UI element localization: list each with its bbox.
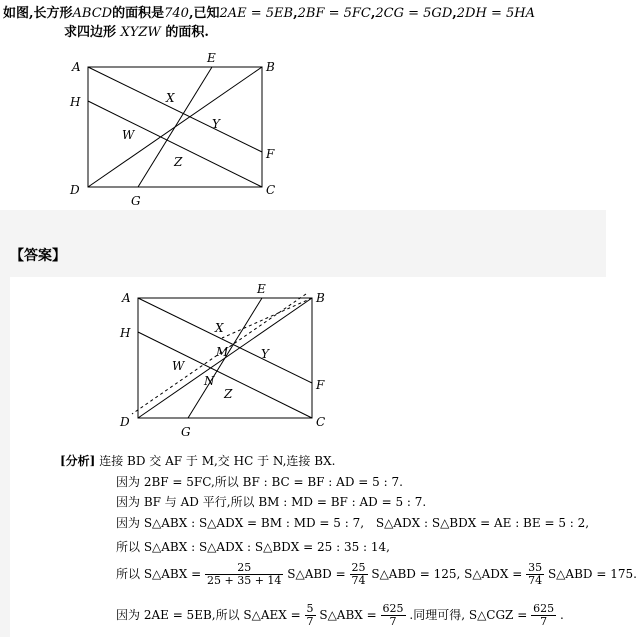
label-c-2: C <box>316 415 326 429</box>
frac5-den: 7 <box>389 615 397 628</box>
label-g-2: G <box>181 425 191 439</box>
analysis-line-4 <box>116 514 589 531</box>
analysis-line-7 <box>116 603 564 628</box>
segment-bx-dashed <box>222 298 312 338</box>
label-e-2: E <box>257 282 266 296</box>
analysis-line-6 <box>116 562 637 587</box>
frac1-den: 25 + 35 + 14 <box>207 574 282 587</box>
label-y: Y <box>212 117 220 131</box>
answer-label: 【答案】 <box>10 248 66 264</box>
frac6-num: 625 <box>533 602 555 615</box>
label-y-2: Y <box>261 347 269 361</box>
segment-af <box>88 67 262 152</box>
frac6-den: 7 <box>540 615 548 628</box>
problem-diagram <box>0 0 606 210</box>
rect-name: ABCD <box>72 6 113 21</box>
fraction-3 <box>526 562 544 587</box>
separator: , <box>370 6 376 21</box>
condition-4: 2DH = 5HA <box>456 6 535 21</box>
l7-pre: 因为 2AE = 5EB,所以 S△AEX = <box>116 608 301 622</box>
segment-hc <box>88 101 262 187</box>
fraction-5 <box>381 603 406 628</box>
condition-1: 2AE = 5EB <box>219 6 294 21</box>
analysis-4b: S△ADX : S△BDX = AE : BE = 5 : 2, <box>375 516 590 530</box>
l7-mid2: .同理可得, <box>409 608 466 622</box>
analysis-4a: 因为 S△ABX : S△ADX = BM : MD = 5 : 7, <box>116 516 365 530</box>
label-d-2: D <box>120 415 130 429</box>
analysis-tag: [分析] <box>60 454 96 468</box>
frac2-den: 74 <box>351 574 366 587</box>
fraction-1 <box>205 562 283 587</box>
label-b-2: B <box>316 291 325 305</box>
l7-end: . <box>559 608 564 622</box>
label-x: X <box>166 91 175 105</box>
solution-diagram <box>0 270 606 440</box>
label-m: M <box>216 345 229 359</box>
problem-ask-suffix: 的面积. <box>165 25 209 40</box>
separator: , <box>452 6 457 21</box>
analysis-line-5: 所以 S△ABX : S△ADX : S△BDX = 25 : 35 : 14, <box>116 540 390 554</box>
frac4-num: 5 <box>306 602 314 615</box>
label-w-2: W <box>172 359 185 373</box>
segment-bd-line <box>88 67 262 187</box>
label-f-2: F <box>316 378 325 392</box>
label-d: D <box>70 183 80 197</box>
frac1-num: 25 <box>205 562 283 575</box>
separator: , <box>293 6 298 21</box>
label-z-2: Z <box>224 387 233 401</box>
fraction-6 <box>531 603 556 628</box>
l6-mid3: S△ADX = <box>464 567 523 581</box>
label-b: B <box>266 60 275 74</box>
label-z: Z <box>174 155 183 169</box>
area-value: 740 <box>164 6 189 21</box>
label-e: E <box>207 51 216 65</box>
quad-name: XYZW <box>120 25 161 40</box>
label-n: N <box>204 374 215 388</box>
l6-mid1: S△ABD = <box>287 567 346 581</box>
analysis-line-1 <box>60 452 335 469</box>
l7-sgz: S△CGZ = <box>468 608 528 622</box>
analysis-line-3: 因为 BF 与 AD 平行,所以 BM : MD = BF : AD = 5 : 7. <box>116 495 427 509</box>
condition-3: 2CG = 5GD <box>375 6 453 21</box>
label-x-2: X <box>215 321 224 335</box>
label-h-2: H <box>120 326 131 340</box>
analysis-line-2: 因为 2BF = 5FC,所以 BF : BC = BF : AD = 5 : 7. <box>116 475 403 489</box>
fraction-2 <box>350 562 368 587</box>
l6-pre: 所以 S△ABX = <box>116 567 202 581</box>
frac3-num: 35 <box>528 561 543 574</box>
frac2-num: 25 <box>351 561 366 574</box>
label-a-2: A <box>122 291 131 305</box>
label-h: H <box>70 95 81 109</box>
frac3-den: 74 <box>528 574 543 587</box>
label-c: C <box>266 183 276 197</box>
problem-mid: 的面积是 <box>112 6 165 21</box>
problem-prefix: 如图,长方形 <box>3 6 73 21</box>
segment-af-2 <box>138 298 312 383</box>
frac5-num: 625 <box>382 602 404 615</box>
label-g: G <box>131 194 141 208</box>
label-f: F <box>266 147 275 161</box>
label-a: A <box>72 60 81 74</box>
l7-mid: S△ABX = <box>319 608 377 622</box>
frac4-den: 7 <box>306 615 314 628</box>
l6-end: S△ABD = 175. <box>547 567 637 581</box>
analysis-text-1: 连接 BD 交 AF 于 M,交 HC 于 N,连接 BX. <box>99 454 336 468</box>
problem-ask: 求四边形 <box>64 25 117 40</box>
fraction-4 <box>305 603 316 628</box>
problem-given: ,已知 <box>188 6 220 21</box>
condition-2: 2BF = 5FC <box>297 6 371 21</box>
l6-mid2: S△ABD = 125, <box>371 567 461 581</box>
label-w: W <box>122 128 135 142</box>
